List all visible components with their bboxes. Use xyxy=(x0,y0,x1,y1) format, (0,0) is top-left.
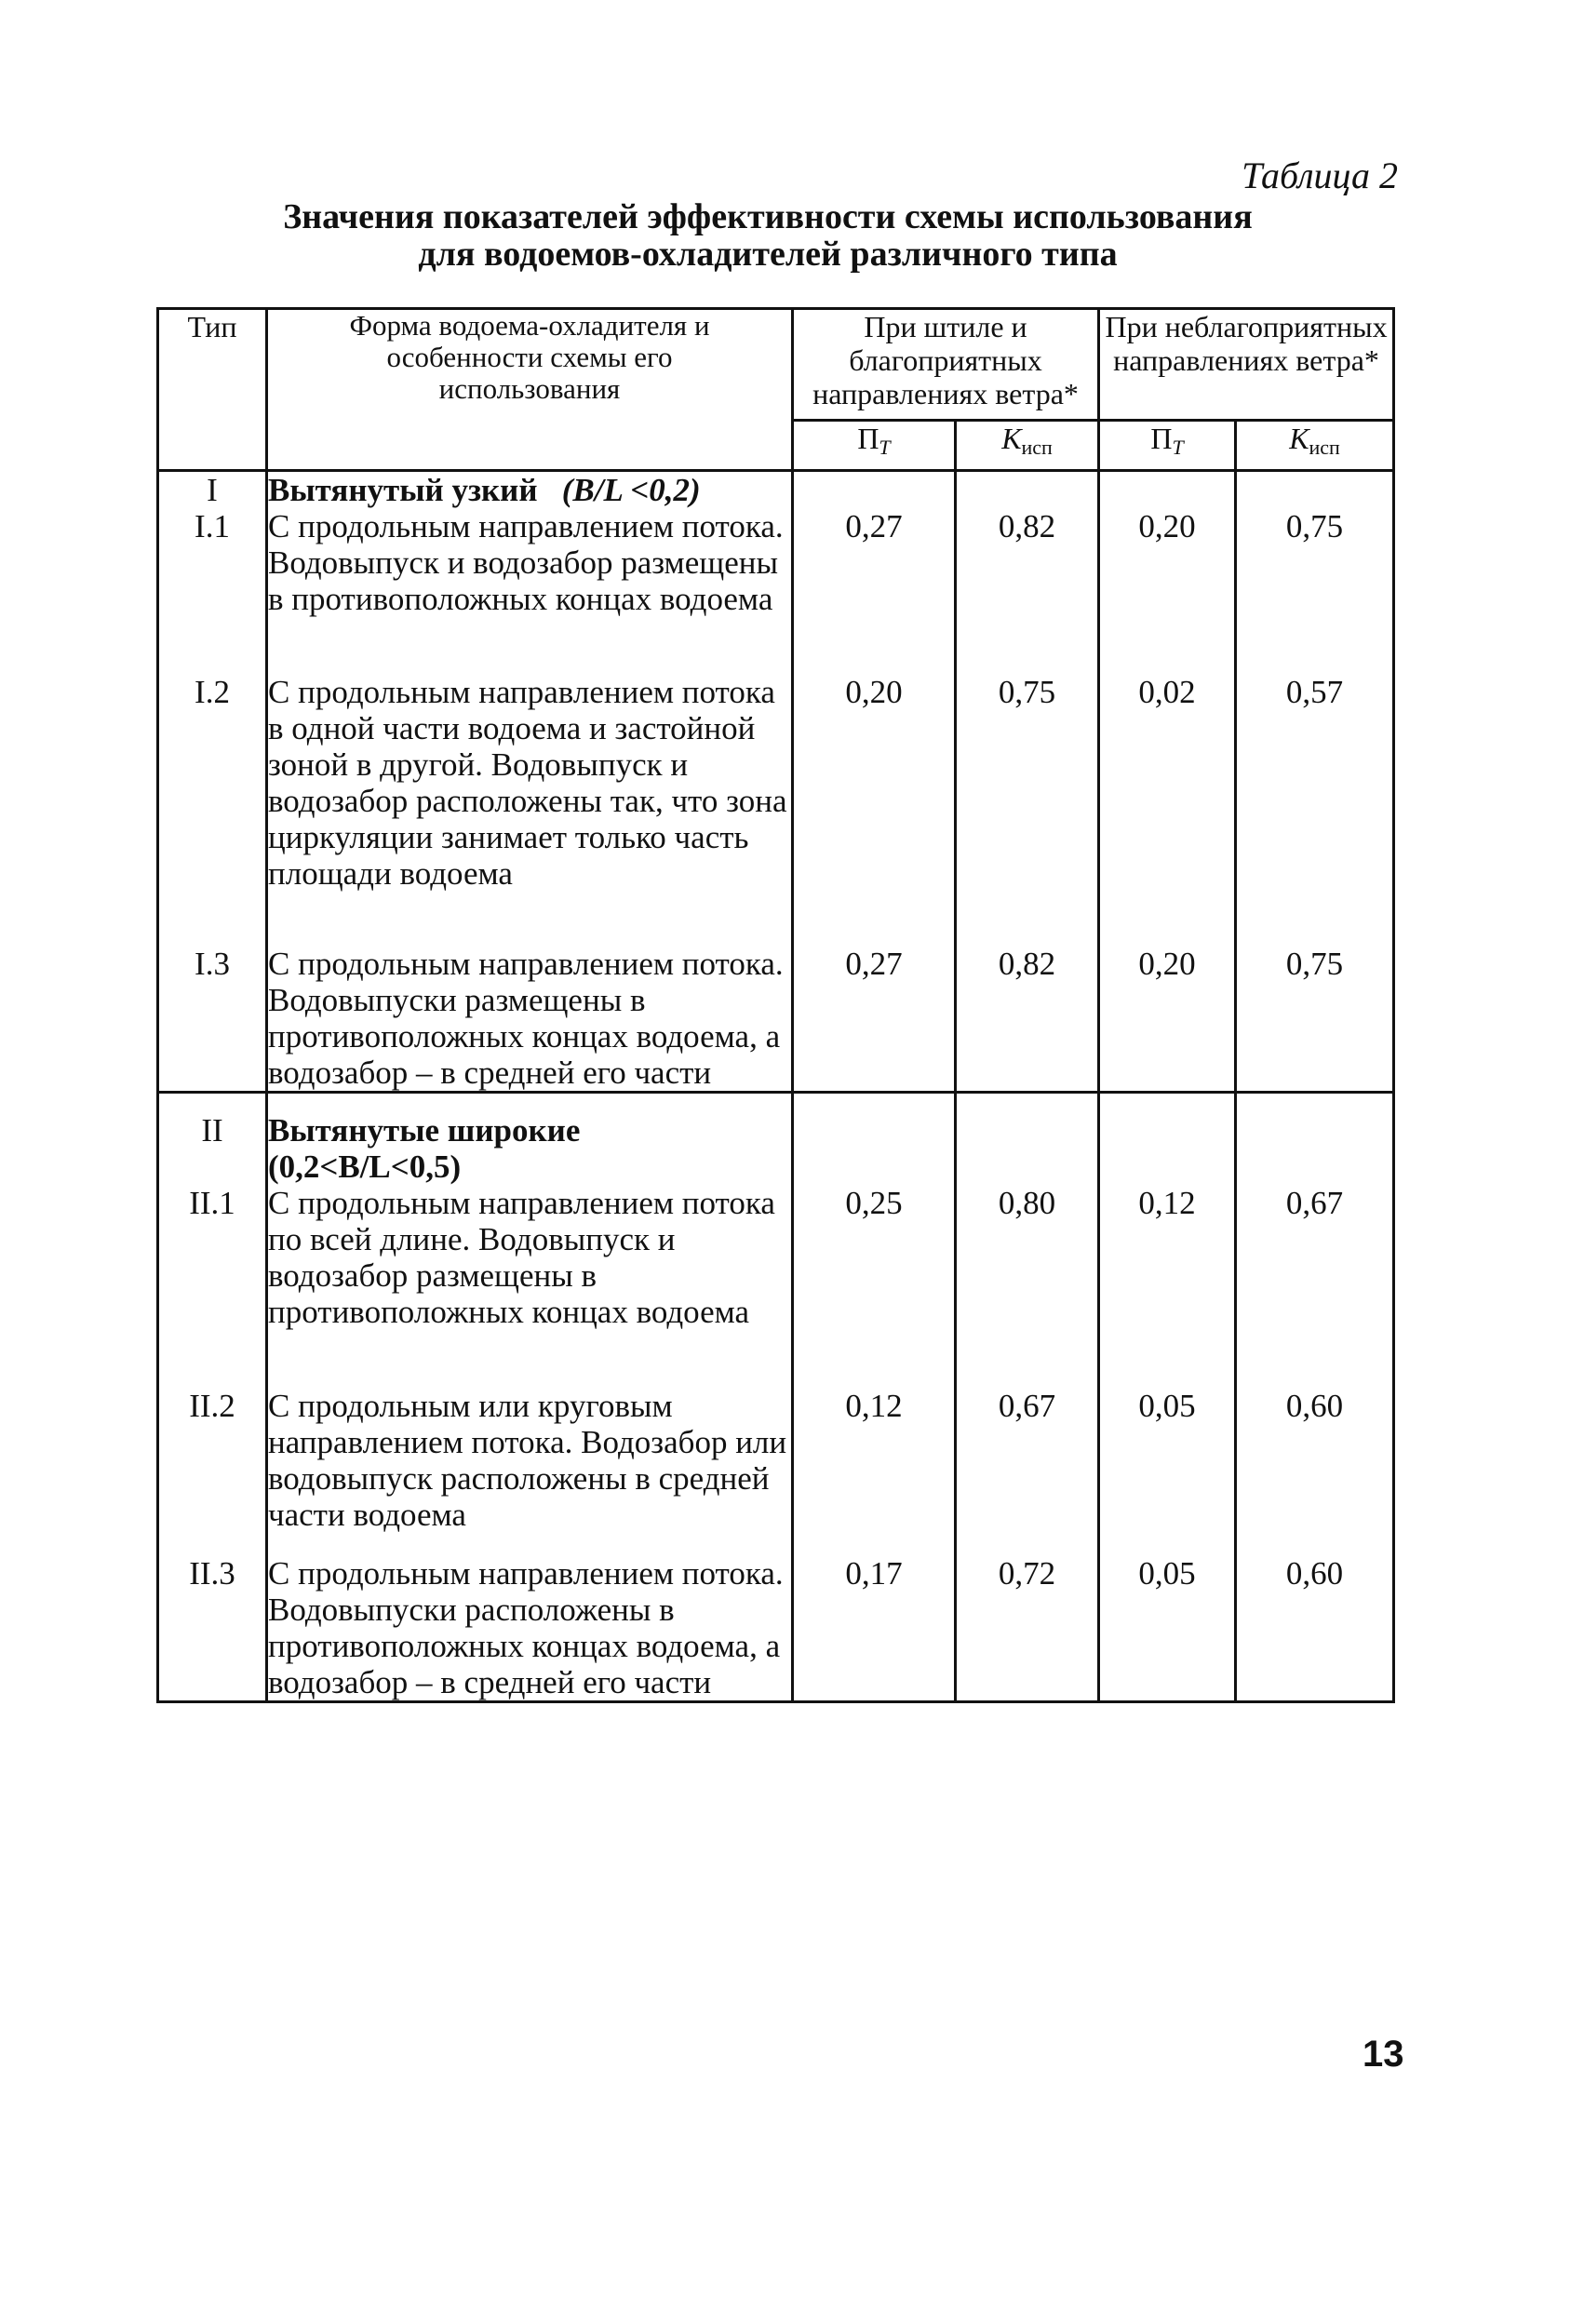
table-row xyxy=(158,1185,1394,1388)
value-p-unfavorable: 0,12 xyxy=(1099,1185,1236,1388)
value-p-unfavorable: 0,20 xyxy=(1099,946,1236,1093)
value-p-unfavorable: 0,05 xyxy=(1099,1388,1236,1555)
value-k-unfavorable: 0,75 xyxy=(1236,946,1394,1093)
row-type: II.3 xyxy=(158,1555,267,1702)
row-description: С продольным или круговым направлением потока. Водозабор или водовыпуск расположены в средней части водоема xyxy=(267,1388,793,1555)
k-subscript: исп xyxy=(1021,436,1053,459)
table-label: Таблица 2 xyxy=(1242,154,1398,196)
group-type: II xyxy=(158,1093,267,1186)
group-heading xyxy=(267,1093,793,1186)
page-number: 13 xyxy=(1363,2034,1404,2075)
value-k-unfavorable: 0,67 xyxy=(1236,1185,1394,1388)
header-k-isp-1 xyxy=(956,421,1099,471)
row-type: I.3 xyxy=(158,946,267,1093)
table-title xyxy=(186,198,1349,273)
value-p-unfavorable: 0,20 xyxy=(1099,508,1236,674)
value-p-unfavorable: 0,02 xyxy=(1099,674,1236,946)
value-p-calm: 0,27 xyxy=(793,946,956,1093)
header-p-t-2 xyxy=(1099,421,1236,471)
table-row xyxy=(158,1555,1394,1702)
group-condition: (0,2<B/L<0,5) xyxy=(268,1149,462,1185)
value-k-unfavorable: 0,75 xyxy=(1236,508,1394,674)
row-description: С продольным направлением потока. Водовыпуск и водозабор размещены в противоположных концах водоема xyxy=(267,508,793,674)
value-p-calm: 0,20 xyxy=(793,674,956,946)
value-p-calm: 0,25 xyxy=(793,1185,956,1388)
header-p-t-1 xyxy=(793,421,956,471)
row-description: С продольным направлением потока в одной части водоема и застойной зоной в другой. Водовыпуск и водозабор расположены так, что зона циркуляции занимает только часть площади водоема xyxy=(267,674,793,946)
value-k-calm: 0,67 xyxy=(956,1388,1099,1555)
group-type: I xyxy=(158,471,267,509)
value-k-unfavorable: 0,57 xyxy=(1236,674,1394,946)
value-k-calm: 0,72 xyxy=(956,1555,1099,1702)
value-p-calm: 0,12 xyxy=(793,1388,956,1555)
value-k-unfavorable: 0,60 xyxy=(1236,1555,1394,1702)
header-k-isp-2 xyxy=(1236,421,1394,471)
group-title: Вытянутые широкие xyxy=(268,1112,581,1149)
value-k-unfavorable: 0,60 xyxy=(1236,1388,1394,1555)
p-symbol: П xyxy=(1150,422,1173,455)
value-k-calm: 0,80 xyxy=(956,1185,1099,1388)
table-row xyxy=(158,1388,1394,1555)
group-heading xyxy=(267,471,793,509)
row-type: I.2 xyxy=(158,674,267,946)
group-row xyxy=(158,1093,1394,1186)
table-row xyxy=(158,946,1394,1093)
table-title-line-1: Значения показателей эффективности схемы использования xyxy=(283,197,1253,236)
row-type: I.1 xyxy=(158,508,267,674)
row-description: С продольным направлением потока. Водовыпуски размещены в противоположных концах водоема, а водозабор – в средней его части xyxy=(267,946,793,1093)
group-row xyxy=(158,471,1394,509)
value-p-unfavorable: 0,05 xyxy=(1099,1555,1236,1702)
row-description: С продольным направлением потока. Водовыпуски расположены в противоположных концах водоема, а водозабор – в средней его части xyxy=(267,1555,793,1702)
group-title: Вытянутый узкий xyxy=(268,472,538,508)
value-k-calm: 0,82 xyxy=(956,946,1099,1093)
value-p-calm: 0,17 xyxy=(793,1555,956,1702)
k-symbol: К xyxy=(1289,422,1309,455)
k-symbol: К xyxy=(1001,422,1022,455)
table-row xyxy=(158,674,1394,946)
table-title-line-2: для водоемов-охладителей различного типа xyxy=(418,235,1118,274)
value-p-calm: 0,27 xyxy=(793,508,956,674)
header-group-unfavorable: При неблагоприятных направлениях ветра* xyxy=(1099,309,1394,421)
header-form: Форма водоема-охладителя и особенности схемы его использования xyxy=(267,309,793,471)
row-description: С продольным направлением потока по всей длине. Водовыпуск и водозабор размещены в противоположных концах водоема xyxy=(267,1185,793,1388)
p-subscript: Т xyxy=(1172,436,1184,459)
p-symbol: П xyxy=(857,422,879,455)
efficiency-table xyxy=(156,307,1395,1703)
value-k-calm: 0,82 xyxy=(956,508,1099,674)
header-group-calm: При штиле и благоприятных направлениях ветра* xyxy=(793,309,1099,421)
header-type: Тип xyxy=(158,309,267,471)
k-subscript: исп xyxy=(1309,436,1340,459)
table-row xyxy=(158,508,1394,674)
row-type: II.1 xyxy=(158,1185,267,1388)
value-k-calm: 0,75 xyxy=(956,674,1099,946)
group-condition: (B/L <0,2) xyxy=(561,472,701,508)
row-type: II.2 xyxy=(158,1388,267,1555)
p-subscript: Т xyxy=(879,436,891,459)
